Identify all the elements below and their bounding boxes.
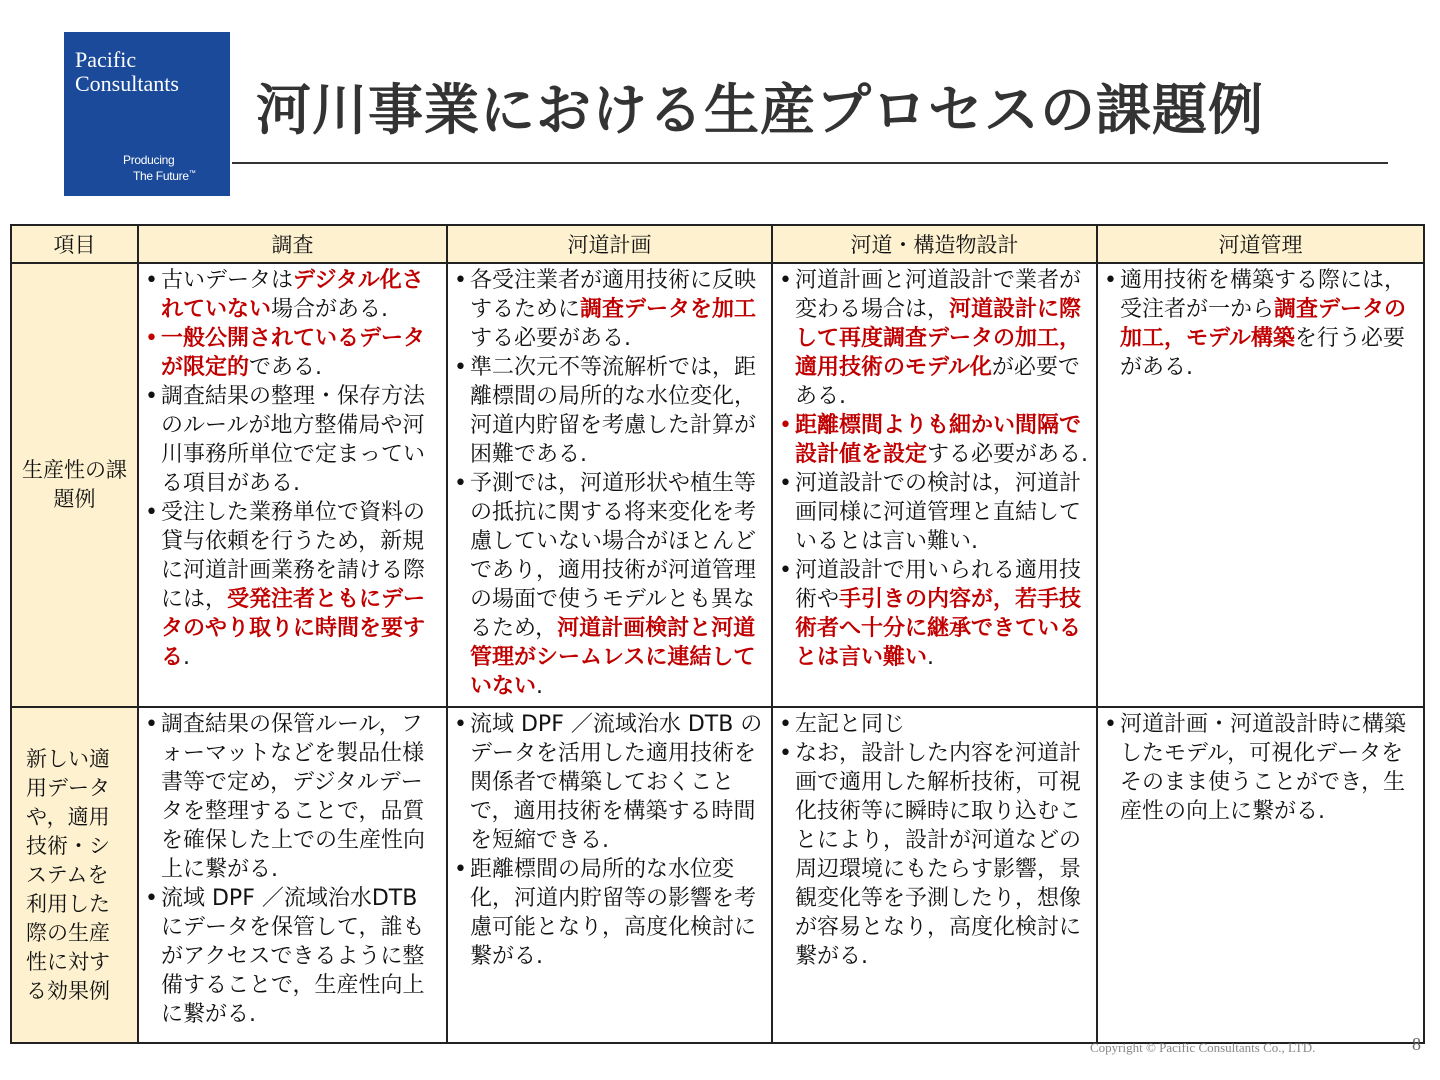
list-item: • 流域 DPF ／流域治水DTBにデータを保管して，誰もがアクセスできるように整備することで，生産性向上に繋がる.: [143, 884, 438, 1029]
list-item: • 準二次元不等流解析では，距離標間の局所的な水位変化，河道内貯留を考慮した計算が困難である.: [452, 353, 763, 469]
list-item: • 距離標間の局所的な水位変化，河道内貯留等の影響を考慮可能となり，高度化検討に繋がる.: [452, 855, 763, 971]
table-row: [11, 263, 1424, 707]
list-item: • 各受注業者が適用技術に反映するために調査データを加工する必要がある.: [452, 266, 763, 353]
list-item: • 受注した業務単位で資料の貸与依頼を行うため，新規に河道計画業務を請ける際には，受発注者ともにデータのやり取りに時間を要する.: [143, 498, 438, 672]
header-structure-design: 河道・構造物設計: [772, 225, 1097, 263]
page-number: 8: [1412, 1034, 1421, 1054]
list-item: • 一般公開されているデータが限定的である.: [143, 324, 438, 382]
issues-table: [10, 224, 1425, 1044]
copyright-notice: Copyright © Pacific Consultants Co., LTD.: [1090, 1040, 1316, 1055]
header-river-planning: 河道計画: [447, 225, 772, 263]
cell-planning-issues: [447, 263, 772, 707]
row-label-productivity-issues: 生産性の課題例: [11, 263, 138, 707]
list-item: • 古いデータはデジタル化されていない場合がある.: [143, 266, 438, 324]
logo-name: Pacific Consultants: [75, 47, 179, 96]
cell-management-effects: [1097, 707, 1424, 1043]
company-logo: [64, 32, 230, 196]
list-item: • 河道計画と河道設計で業者が変わる場合は，河道設計に際して再度調査データの加工，適用技術のモデル化が必要である.: [777, 266, 1088, 411]
list-item: • 左記と同じ: [777, 710, 1088, 739]
logo-tagline: Producing The Future™: [123, 153, 196, 183]
list-item: • 適用技術を構築する際には，受注者が一から調査データの加工，モデル構築を行う必要がある.: [1102, 266, 1415, 382]
list-item: • なお，設計した内容を河道計画で適用した解析技術，可視化技術等に瞬時に取り込むことにより，設計が河道などの周辺環境にもたらす影響，景観変化等を予測したり，想像が容易となり，高度化検討に繋がる.: [777, 739, 1088, 971]
list-item: • 流域 DPF ／流域治水 DTB のデータを活用した適用技術を関係者で構築しておくことで，適用技術を構築する時間を短縮できる.: [452, 710, 763, 855]
cell-survey-effects: [138, 707, 447, 1043]
cell-survey-issues: [138, 263, 447, 707]
table-row: [11, 707, 1424, 1043]
cell-design-effects: [772, 707, 1097, 1043]
list-item: • 河道設計で用いられる適用技術や手引きの内容が，若手技術者へ十分に継承できているとは言い難い.: [777, 556, 1088, 672]
list-item: • 河道設計での検討は，河道計画同様に河道管理と直結しているとは言い難い.: [777, 469, 1088, 556]
list-item: • 予測では，河道形状や植生等の抵抗に関する将来変化を考慮していない場合がほとんどであり，適用技術が河道管理の場面で使うモデルとも異なるため，河道計画検討と河道管理がシームレスに連結していない.: [452, 469, 763, 701]
cell-design-issues: [772, 263, 1097, 707]
header-river-management: 河道管理: [1097, 225, 1424, 263]
header-item: 項目: [11, 225, 138, 263]
header-survey: 調査: [138, 225, 447, 263]
cell-management-issues: [1097, 263, 1424, 707]
list-item: • 調査結果の整理・保存方法のルールが地方整備局や河川事務所単位で定まっている項目がある.: [143, 382, 438, 498]
title-divider: [232, 162, 1388, 164]
list-item: • 距離標間よりも細かい間隔で設計値を設定する必要がある.: [777, 411, 1088, 469]
page-title: 河川事業における生産プロセスの課題例: [256, 78, 1265, 142]
list-item: • 河道計画・河道設計時に構築したモデル，可視化データをそのまま使うことができ，生産性の向上に繋がる.: [1102, 710, 1415, 826]
table-header-row: [11, 225, 1424, 263]
list-item: • 調査結果の保管ルール，フォーマットなどを製品仕様書等で定め，デジタルデータを整理することで，品質を確保した上での生産性向上に繋がる.: [143, 710, 438, 884]
cell-planning-effects: [447, 707, 772, 1043]
row-label-effects: 新しい適用データや，適用技術・システムを利用した際の生産性に対する効果例: [11, 707, 138, 1043]
